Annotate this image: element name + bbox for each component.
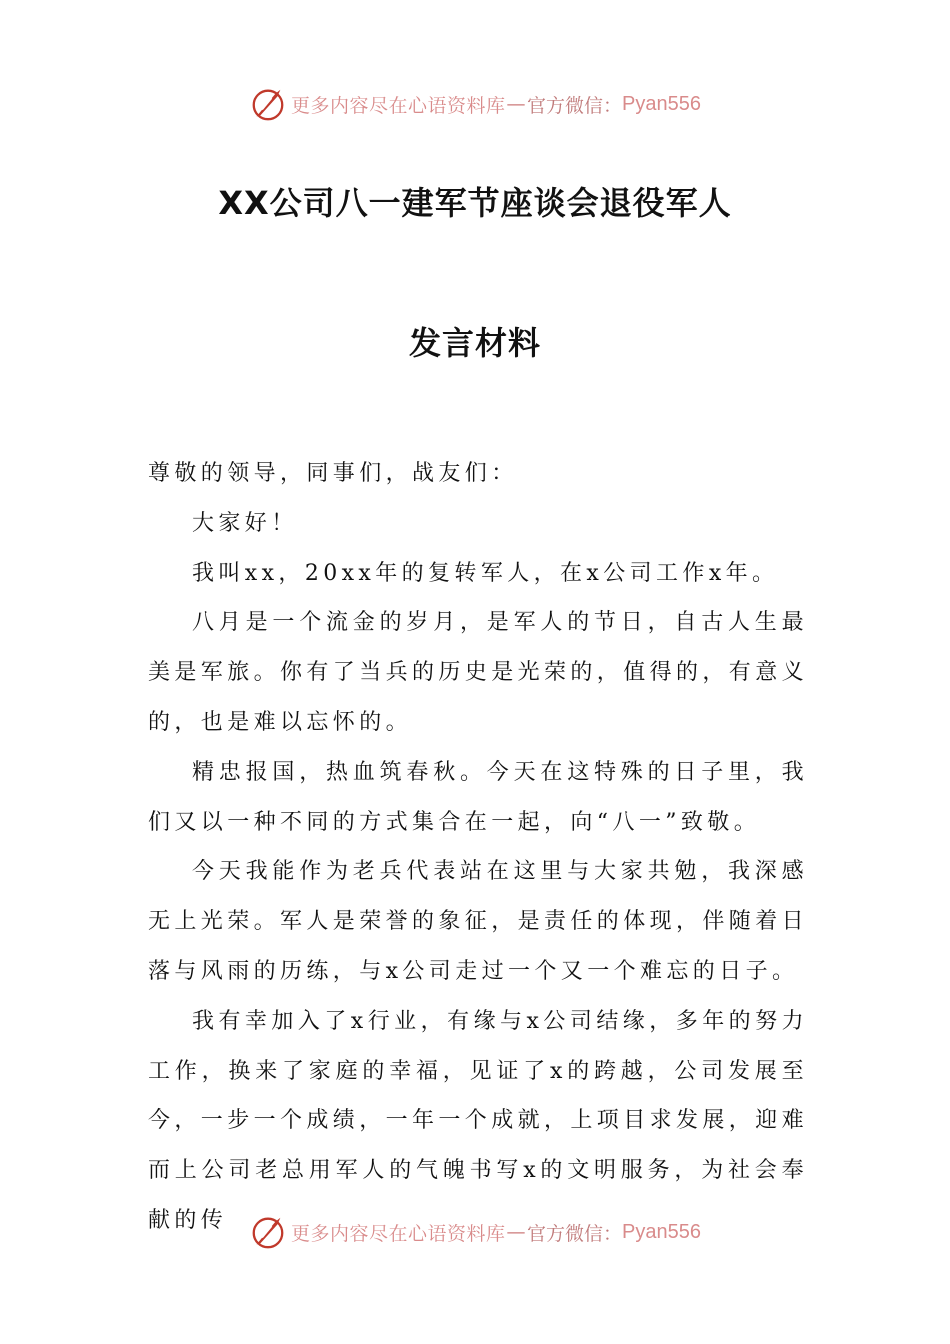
- banner-text: 更多内容尽在心语资料库: [291, 94, 506, 117]
- paragraph: 今天我能作为老兵代表站在这里与大家共勉，我深感无上光荣。军人是荣誉的象征，是责任的体现，伴随着日落与风雨的历练，与x公司走过一个又一个难忘的日子。: [148, 859, 809, 984]
- paragraph: 大家好！: [192, 510, 298, 536]
- document-title-line1: XX公司八一建军节座谈会退役军人: [218, 184, 732, 222]
- paragraph: 八月是一个流金的岁月，是军人的节日，自古人生最美是军旅。你有了当兵的历史是光荣的，值得的，有意义的，也是难以忘怀的。: [148, 610, 809, 735]
- document-body: [148, 449, 808, 1246]
- document-title-line2: 发言材料: [408, 324, 541, 362]
- paragraph: 精忠报国，热血筑春秋。今天在这特殊的日子里，我们又以一种不同的方式集合在一起，向“八一”致敬。: [148, 759, 808, 835]
- banner-wechat-label: 官方微信：: [527, 94, 623, 117]
- header-watermark-banner: [0, 82, 950, 126]
- banner-text: 更多内容尽在心语资料库: [291, 1222, 506, 1245]
- banner-separator: —: [506, 1221, 527, 1243]
- banner-wechat-id: Pyan556: [622, 1220, 701, 1243]
- banner-wechat-id: Pyan556: [622, 92, 701, 115]
- footer-watermark-banner: [0, 1210, 950, 1254]
- quill-pen-logo-icon: [249, 1213, 287, 1251]
- paragraph: 我叫xx，20xx年的复转军人，在x公司工作x年。: [192, 560, 779, 586]
- quill-pen-logo-icon: [249, 85, 287, 123]
- salutation: 尊敬的领导，同事们，战友们：: [148, 461, 518, 486]
- banner-wechat-label: 官方微信：: [527, 1222, 623, 1245]
- paragraph: 我有幸加入了x行业，有缘与x公司结缘，多年的努力工作，换来了家庭的幸福，见证了x的跨越，公司发展至今，一步一个成绩，一年一个成就，上项目求发展，迎难而上公司老总用军人的气魄书写x的文明服务，为社会奉献的传: [148, 1008, 809, 1233]
- banner-separator: —: [506, 93, 527, 115]
